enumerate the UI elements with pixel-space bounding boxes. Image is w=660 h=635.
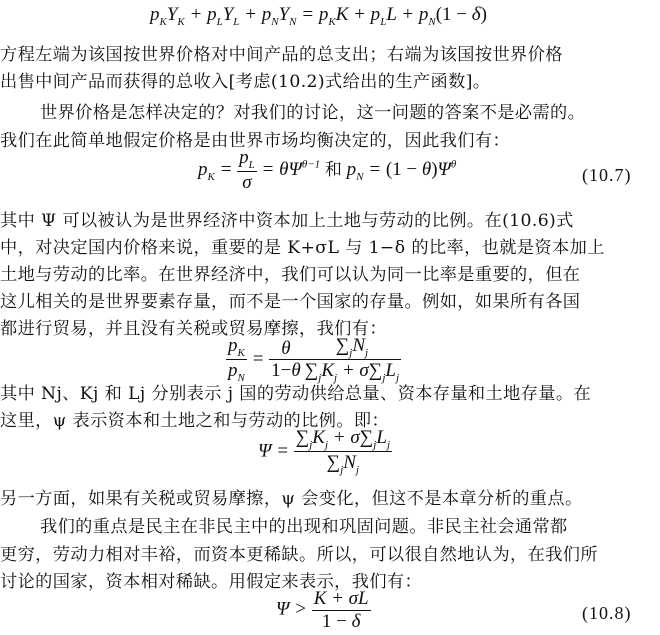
- equation-psi: Ψ = $\frac{\sum_jK_j + \sigma\sum_jL_j}{\sum_jN_j}$: [258, 427, 390, 477]
- fraction-pK-over-pN: $\frac{p_K}{p_N}$: [228, 335, 245, 385]
- equation-price-ratio: $\frac{p_K}{p_N}$ = $\frac{\theta}{1-\theta}$ $\frac{\sum_jN_j}{\sum_jK_j + \sigma\sum_jL_j}$: [228, 335, 400, 385]
- equation-10-8: Ψ > $\frac{K + \sigma L}{1 - \delta}$: [276, 588, 369, 632]
- paragraph-3-line-4: 这儿相关的是世界要素存量，而不是一个国家的存量。例如，如果所有各国: [0, 292, 581, 312]
- paragraph-6-line-3: 讨论的国家，资本相对稀缺。用假定来表示，我们有：: [0, 572, 423, 592]
- fraction-pL-over-sigma: $\frac{p_L}{\sigma}$: [239, 147, 255, 194]
- paragraph-3-line-3: 土地与劳动的比率。在世界经济中，我们可以认为同一比率是重要的，但在: [0, 265, 581, 285]
- paragraph-2-line-1: 世界价格是怎样决定的？对我们的讨论，这一问题的答案不是必需的。: [40, 103, 586, 123]
- equation-top: [150, 4, 487, 28]
- equation-top-text: $p_KY_K + p_LY_L + p_NY_N = p_KK + p_LL + p_N(1 - \delta)$: [150, 4, 487, 28]
- paragraph-1-line-2: 出售中间产品而获得的总收入[考虑(10.2)式给出的生产函数]。: [0, 72, 491, 92]
- paragraph-2-line-2: 我们在此简单地假定价格是由世界市场均衡决定的，因此我们有：: [0, 131, 511, 151]
- fraction-10-8: $\frac{K + \sigma L}{1 - \delta}$: [313, 588, 369, 632]
- equation-10-8-number: (10.8): [582, 603, 632, 623]
- equation-10-7: $p_K$ = $\frac{p_L}{\sigma}$ = $\theta\Psi^{\theta-1}$ 和 $p_N = (1 - \theta)\Psi^\theta$: [198, 147, 457, 194]
- fraction-theta: $\frac{\theta}{1-\theta}$: [271, 337, 301, 382]
- paragraph-1-line-1: 方程左端为该国按世界价格对中间产品的总支出；右端为该国按世界价格: [0, 45, 563, 65]
- equation-10-7-number: (10.7): [582, 165, 632, 185]
- paragraph-6-line-2: 更穷，劳动力相对丰裕，而资本更稀缺。所以，可以很自然地认为，在我们所: [0, 545, 598, 565]
- fraction-psi: $\frac{\sum_jK_j + \sigma\sum_jL_j}{\sum_jN_j}$: [295, 427, 390, 477]
- paragraph-4-line-1: 其中 Nj、Kj 和 Lj 分别表示 j 国的劳动供给总量、资本存量和土地存量。在: [0, 384, 592, 404]
- paragraph-5-line-1: 另一方面，如果有关税或贸易摩擦，ψ 会变化，但这不是本章分析的重点。: [0, 489, 583, 509]
- paragraph-6-line-1: 我们的重点是民主在非民主中的出现和巩固问题。非民主社会通常都: [40, 517, 568, 537]
- paragraph-3-line-1: 其中 Ψ 可以被认为是世界经济中资本加上土地与劳动的比例。在(10.6)式: [0, 211, 574, 231]
- paragraph-3-line-2: 中，对决定国内价格来说，重要的是 K+σL 与 1−δ 的比率，也就是资本加上: [0, 238, 605, 258]
- paragraph-3-line-5: 都进行贸易，并且没有关税或贸易摩擦，我们有：: [0, 319, 387, 339]
- fraction-sum-ratio: $\frac{\sum_jN_j}{\sum_jK_j + \sigma\sum_jL_j}$: [304, 335, 400, 385]
- paragraph-4-line-2: 这里，ψ 表示资本和土地之和与劳动的比例。即：: [0, 411, 390, 431]
